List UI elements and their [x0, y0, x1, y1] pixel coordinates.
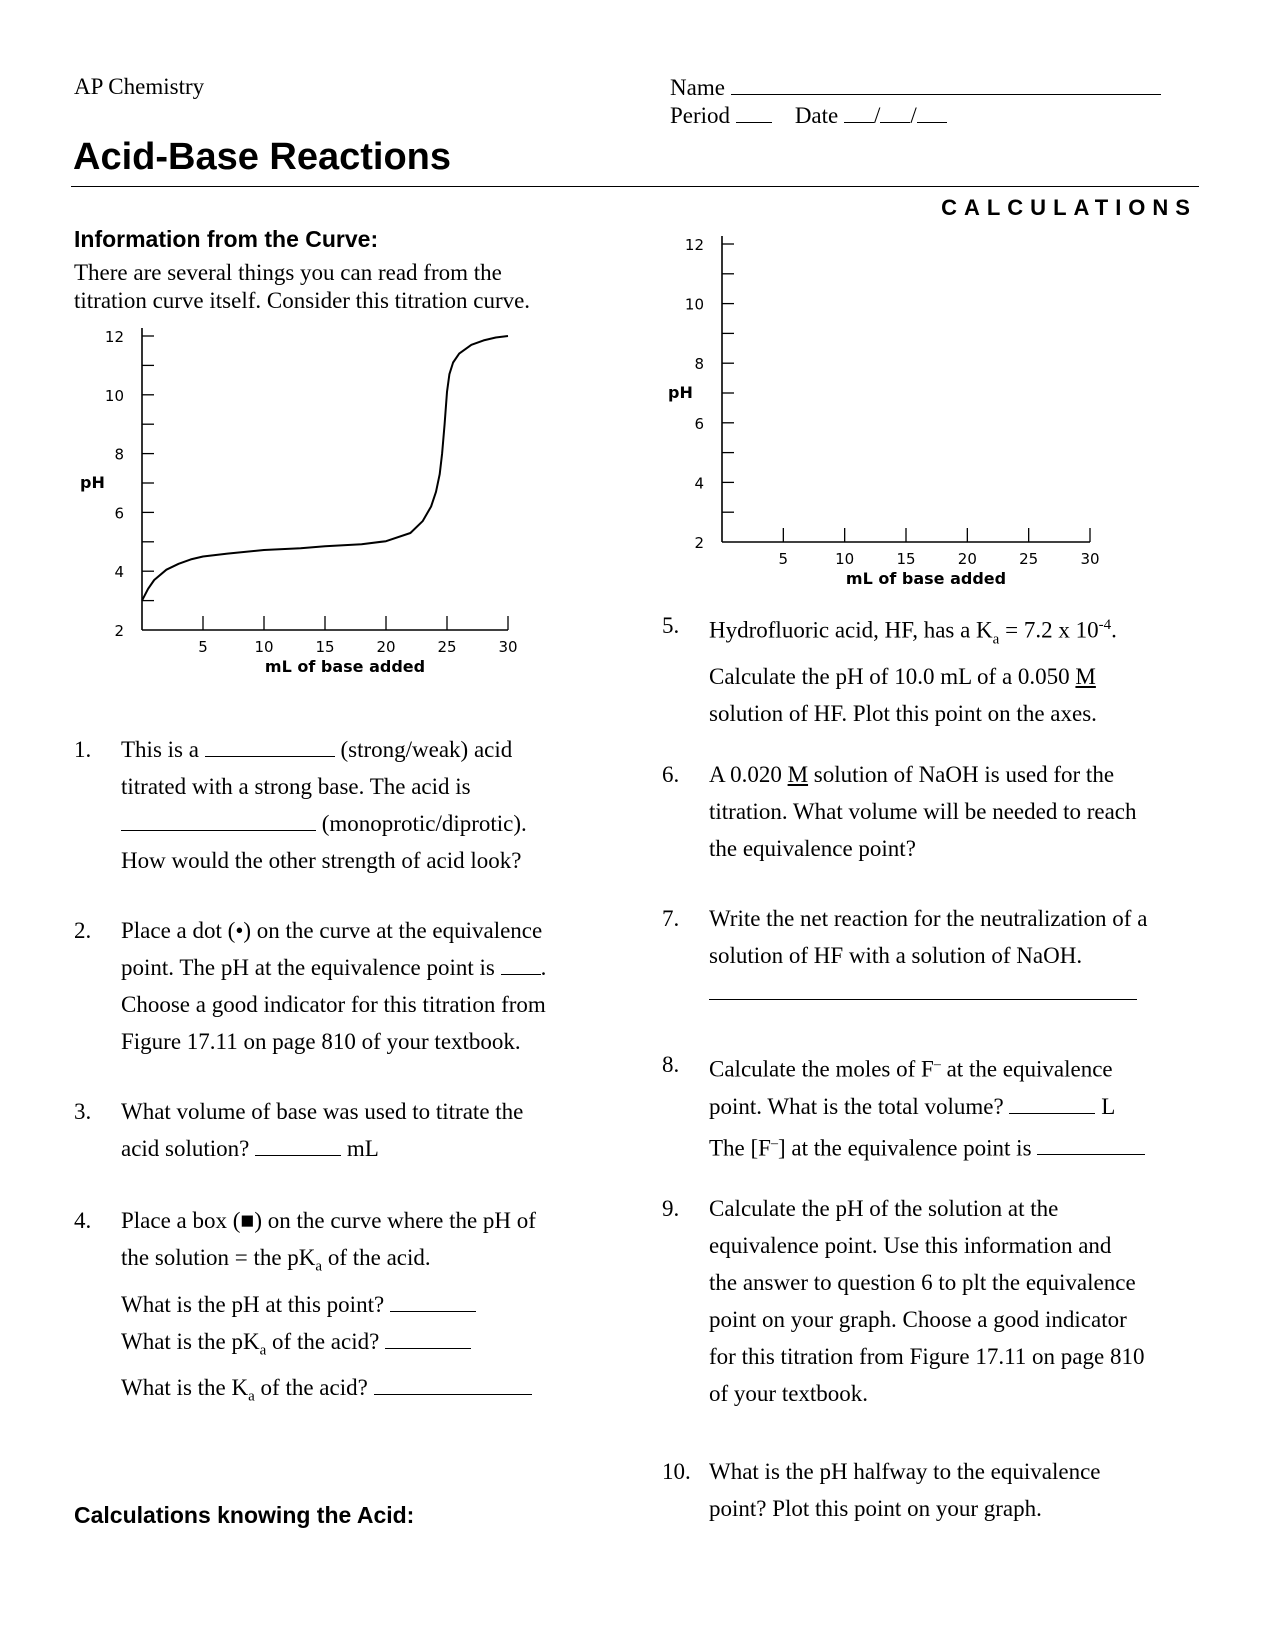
x-tick-label: 10 — [254, 638, 274, 656]
q6-line: the equivalence point? — [709, 836, 916, 861]
blank-titration-axes[interactable] — [660, 210, 1140, 605]
q3-unit: mL — [346, 1136, 379, 1161]
q2-text: point. The pH at the equivalence point is — [121, 955, 495, 980]
x-tick-label: 20 — [376, 638, 396, 656]
q10-line: point? Plot this point on your graph. — [709, 1496, 1042, 1521]
y-tick-label: 2 — [114, 622, 124, 640]
name-line — [670, 74, 1161, 102]
y-tick-label: 4 — [114, 563, 124, 582]
q5-text: Hydrofluoric acid, HF, has a K — [709, 617, 993, 643]
q10-line: What is the pH halfway to the equivalence — [709, 1459, 1101, 1484]
question-number: 6. — [662, 762, 680, 787]
period-label: Period — [670, 103, 731, 128]
y-tick-label: 8 — [114, 445, 124, 464]
x-tick-label: 10 — [835, 550, 855, 568]
q2-line: Choose a good indicator for this titration from — [121, 992, 546, 1017]
q5-text: . — [1111, 617, 1117, 643]
question-8 — [662, 1046, 1222, 1161]
q4-line — [121, 1323, 536, 1370]
q5-text: = 7.2 x 10 — [1005, 617, 1099, 643]
section-title-curve: Information from the Curve: — [74, 226, 379, 252]
x-tick-label: 25 — [1019, 550, 1039, 568]
q4-text: What is the K — [121, 1375, 249, 1401]
intro-text — [74, 259, 604, 315]
question-5 — [662, 607, 1202, 727]
date-month-blank[interactable] — [844, 102, 874, 123]
q6-text: A 0.020 — [709, 762, 782, 787]
x-tick-label: 15 — [315, 638, 335, 656]
ph-point-blank[interactable] — [390, 1291, 476, 1312]
q2-line — [121, 949, 546, 986]
q5-subscript: a — [992, 631, 1000, 648]
date-year-blank[interactable] — [917, 102, 947, 123]
q5-line — [709, 607, 1117, 658]
y-tick-label: 12 — [104, 328, 124, 346]
question-number: 1. — [74, 737, 92, 762]
q4-line: Place a box (■) on the curve where the pH of — [121, 1208, 536, 1233]
page-title: Acid-Base Reactions — [73, 136, 452, 178]
q3-line: What volume of base was used to titrate the — [121, 1099, 524, 1124]
q1-line: titrated with a strong base. The acid is — [121, 774, 471, 799]
question-7 — [662, 900, 1222, 1012]
q8-superscript: – — [770, 1135, 778, 1151]
q6-text: solution of NaOH is used for the — [813, 762, 1115, 787]
x-tick-label: 5 — [778, 550, 789, 568]
question-number: 2. — [74, 918, 92, 943]
q8-text: ] at the equivalence point is — [777, 1135, 1032, 1161]
q2-line: Figure 17.11 on page 810 of your textbook. — [121, 1029, 521, 1054]
q9-line: for this titration from Figure 17.11 on page 810 — [709, 1344, 1145, 1369]
q4-line — [121, 1369, 536, 1416]
q2-line: Place a dot (•) on the curve at the equivalence — [121, 918, 543, 943]
intro-line: titration curve itself. Consider this titration curve. — [74, 288, 531, 313]
q4-text: What is the pK — [121, 1328, 260, 1354]
pka-blank[interactable] — [385, 1328, 471, 1349]
x-tick-label: 15 — [896, 550, 916, 568]
period-blank[interactable] — [736, 102, 772, 123]
equivalence-ph-blank[interactable] — [501, 954, 541, 975]
question-9 — [662, 1190, 1222, 1412]
x-axis-label: mL of base added — [264, 657, 426, 676]
fluoride-concentration-blank[interactable] — [1037, 1134, 1145, 1155]
q9-line: point on your graph. Choose a good indicator — [709, 1307, 1127, 1332]
q7-line — [709, 974, 1147, 1011]
q1-text: (strong/weak) acid — [340, 737, 513, 762]
ka-blank[interactable] — [374, 1374, 532, 1395]
total-volume-blank[interactable] — [1009, 1093, 1095, 1114]
q8-line — [709, 1088, 1145, 1125]
y-tick-label: 10 — [684, 295, 704, 314]
q4-subscript: a — [248, 1388, 255, 1405]
date-day-blank[interactable] — [880, 102, 910, 123]
q3-text: acid solution? — [121, 1136, 250, 1161]
y-tick-label: 2 — [694, 534, 704, 552]
question-10 — [662, 1453, 1222, 1529]
q9-line: of your textbook. — [709, 1381, 869, 1406]
question-number: 5. — [662, 613, 680, 638]
section-title-calculations: Calculations knowing the Acid: — [74, 1502, 415, 1528]
q4-text: of the acid? — [272, 1328, 380, 1354]
q3-line — [121, 1130, 523, 1167]
question-4 — [74, 1202, 614, 1405]
y-axis-label: pH — [668, 383, 693, 402]
question-number: 10. — [662, 1459, 691, 1484]
q9-line: equivalence point. Use this information and — [709, 1233, 1112, 1258]
q8-unit: L — [1101, 1093, 1116, 1119]
q5-line: solution of HF. Plot this point on the axes. — [709, 701, 1097, 727]
q1-line: How would the other strength of acid look? — [121, 848, 522, 873]
q4-text: of the acid. — [327, 1245, 431, 1270]
q9-line: Calculate the pH of the solution at the — [709, 1196, 1059, 1221]
period-date-line: Period Date / / — [670, 102, 1161, 130]
q8-text: The [F — [709, 1135, 771, 1161]
q9-line: the answer to question 6 to plt the equivalence — [709, 1270, 1136, 1295]
question-number: 9. — [662, 1196, 680, 1221]
q1-text: (monoprotic/diprotic). — [321, 811, 527, 836]
question-2 — [74, 912, 634, 1062]
q1-line — [121, 805, 527, 842]
q2-text: . — [540, 955, 547, 980]
q1-text: This is a — [121, 737, 199, 762]
q8-text: at the equivalence — [946, 1056, 1113, 1082]
calculations-heading: CALCULATIONS — [941, 195, 1197, 220]
volume-blank[interactable] — [255, 1135, 341, 1156]
q1-line — [121, 731, 527, 768]
y-tick-label: 6 — [694, 414, 704, 433]
q5-line — [709, 658, 1117, 695]
molarity-symbol: M — [1075, 664, 1096, 690]
molarity-symbol: M — [787, 762, 809, 787]
x-tick-label: 30 — [1080, 550, 1100, 568]
x-axis-label: mL of base added — [845, 569, 1007, 588]
q8-text: point. What is the total volume? — [709, 1093, 1004, 1119]
y-tick-label: 12 — [684, 236, 704, 254]
question-3 — [74, 1093, 594, 1169]
question-1 — [74, 731, 594, 881]
q6-line: titration. What volume will be needed to reach — [709, 799, 1137, 824]
course-name: AP Chemistry — [74, 74, 205, 99]
name-label: Name — [670, 75, 725, 100]
q4-text: the solution = the pK — [121, 1245, 316, 1270]
q8-line — [709, 1046, 1145, 1088]
titration-curve-chart — [60, 320, 540, 690]
date-label: Date — [794, 103, 839, 128]
x-tick-label: 25 — [437, 638, 457, 656]
y-axis-label: pH — [80, 473, 105, 492]
y-tick-label: 10 — [104, 386, 124, 405]
strength-blank[interactable] — [205, 736, 335, 757]
q4-text: What is the pH at this point? — [121, 1291, 385, 1317]
q4-line — [121, 1239, 536, 1286]
q7-line: Write the net reaction for the neutralization of a — [709, 906, 1148, 931]
student-info — [670, 74, 1161, 130]
titration-curve-line — [142, 336, 508, 601]
q7-line: solution of HF with a solution of NaOH. — [709, 943, 1083, 968]
q5-superscript: -4 — [1098, 617, 1112, 633]
q4-subscript: a — [315, 1258, 323, 1275]
q4-subscript: a — [259, 1342, 267, 1359]
x-tick-label: 20 — [957, 550, 977, 568]
x-tick-label: 5 — [198, 638, 208, 656]
question-number: 7. — [662, 906, 680, 931]
question-number: 4. — [74, 1208, 92, 1233]
q5-text: Calculate the pH of 10.0 mL of a 0.050 — [709, 664, 1070, 690]
q8-text: Calculate the moles of F — [709, 1056, 934, 1082]
y-tick-label: 6 — [114, 504, 124, 523]
q6-line — [709, 756, 1137, 793]
name-blank[interactable] — [731, 74, 1161, 95]
question-6 — [662, 756, 1202, 868]
q4-text: of the acid? — [260, 1375, 368, 1401]
title-rule — [71, 186, 1199, 187]
protic-blank[interactable] — [121, 810, 316, 831]
q8-superscript: – — [933, 1057, 941, 1072]
net-reaction-blank[interactable] — [709, 979, 1137, 1000]
y-tick-label: 8 — [694, 355, 704, 374]
question-number: 3. — [74, 1099, 92, 1124]
q8-line — [709, 1125, 1145, 1167]
question-number: 8. — [662, 1052, 680, 1077]
q4-line — [121, 1286, 536, 1323]
y-tick-label: 4 — [694, 474, 704, 493]
intro-line: There are several things you can read from the — [74, 260, 502, 285]
x-tick-label: 30 — [498, 638, 518, 656]
